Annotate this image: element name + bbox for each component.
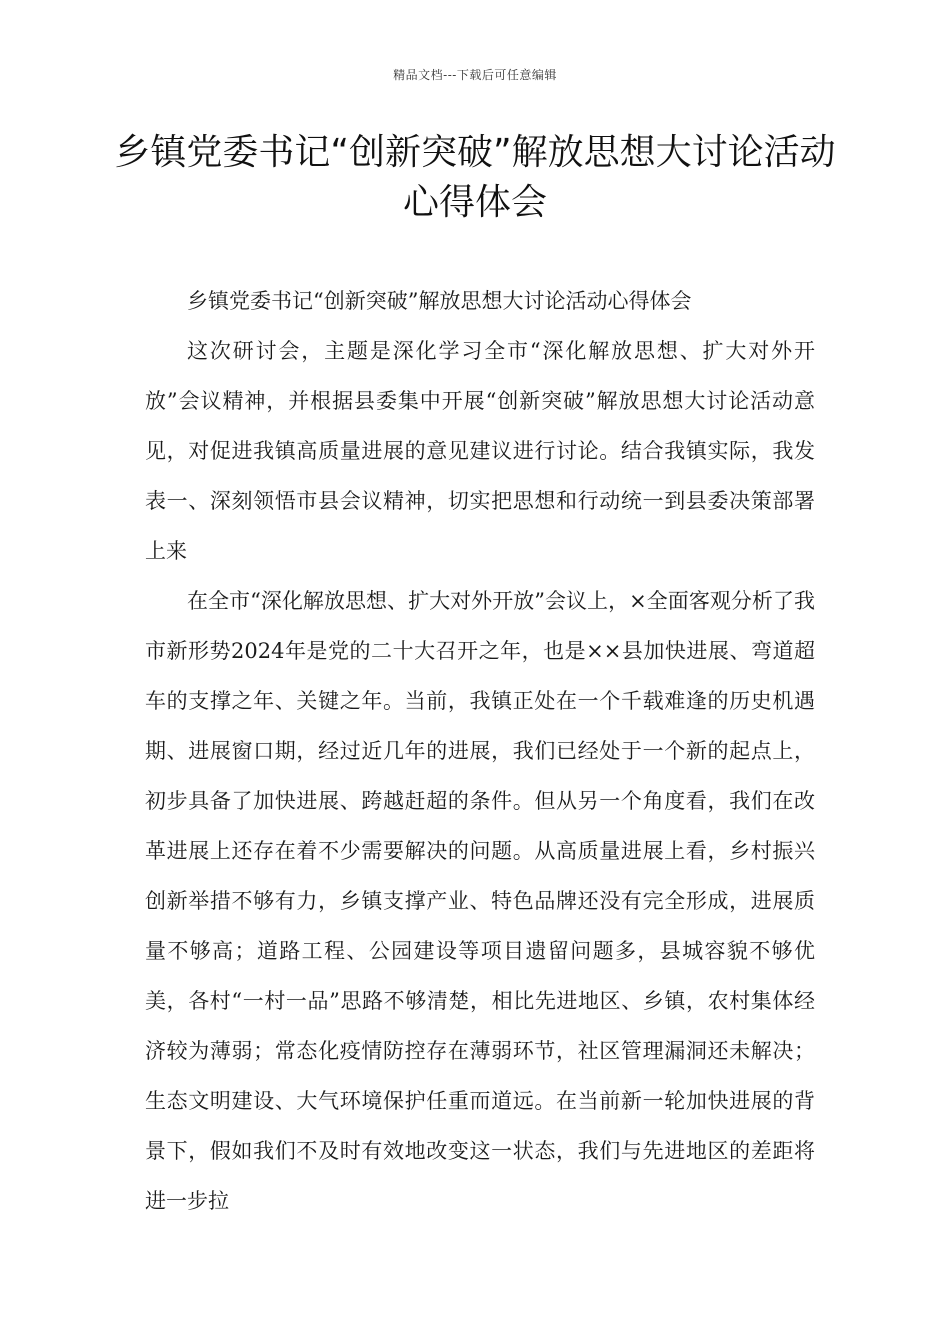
document-title: 乡镇党委书记“创新突破”解放思想大讨论活动心得体会 <box>114 132 836 223</box>
document-body <box>145 276 815 1226</box>
paragraph: 在全市“深化解放思想、扩大对外开放”会议上，×全面客观分析了我市新形势2024年是党的二十大召开之年，也是××县加快进展、弯道超车的支撑之年、关键之年。当前，我镇正处在一个千载难逢的历史机遇期、进展窗口期，经过近几年的进展，我们已经处于一个新的起点上，初步具备了加快进展、跨越赶超的条件。但从另一个角度看，我们在改革进展上还存在着不少需要解决的问题。从高质量进展上看，乡村振兴创新举措不够有力，乡镇支撑产业、特色品牌还没有完全形成，进展质量不够高；道路工程、公园建设等项目遗留问题多，县城容貌不够优美，各村“一村一品”思路不够清楚，相比先进地区、乡镇，农村集体经济较为薄弱；常态化疫情防控存在薄弱环节，社区管理漏洞还未解决；生态文明建设、大气环境保护任重而道远。在当前新一轮加快进展的背景下，假如我们不及时有效地改变这一状态，我们与先进地区的差距将进一步拉 <box>145 589 815 1213</box>
header-note: 精品文档---下载后可任意编辑 <box>393 68 557 82</box>
paragraph: 这次研讨会，主题是深化学习全市“深化解放思想、扩大对外开放”会议精神，并根据县委集中开展“创新突破”解放思想大讨论活动意见，对促进我镇高质量进展的意见建议进行讨论。结合我镇实际，我发表一、深刻领悟市县会议精神，切实把思想和行动统一到县委决策部署上来 <box>145 339 815 563</box>
paragraph-subtitle: 乡镇党委书记“创新突破”解放思想大讨论活动心得体会 <box>187 289 692 313</box>
